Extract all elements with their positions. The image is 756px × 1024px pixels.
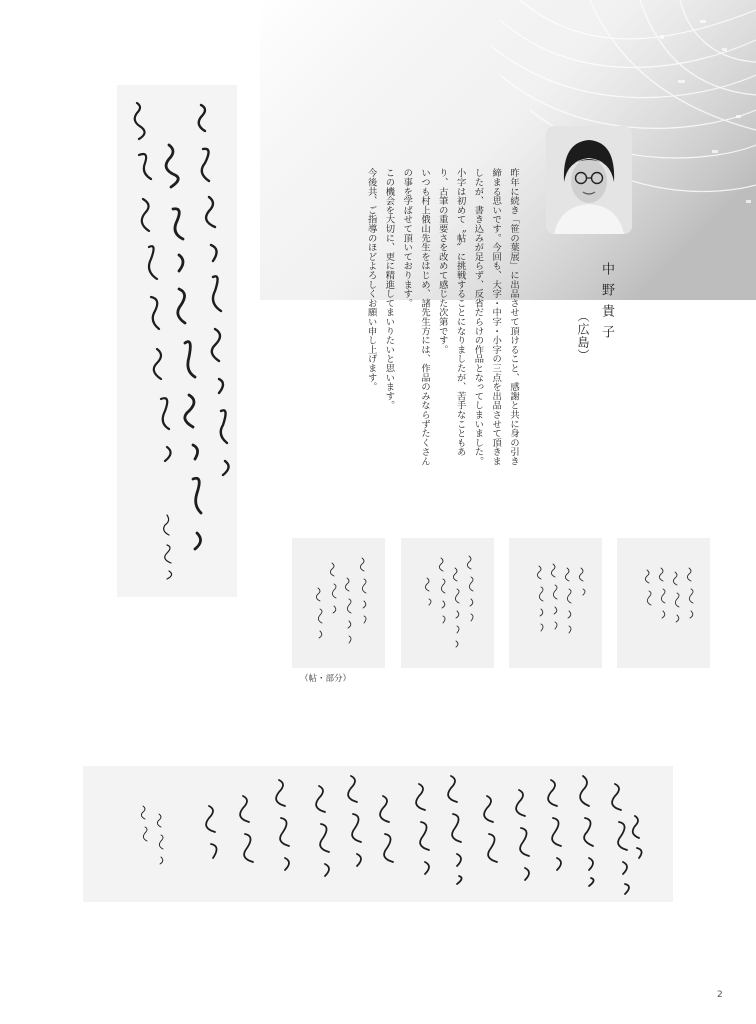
album-caption: （帖・部分） [300, 674, 352, 684]
album-sheets [292, 538, 712, 668]
album-sheet-3 [509, 538, 602, 668]
album-sheet-2 [401, 538, 494, 668]
calligraphy-vertical-scroll [117, 85, 237, 597]
author-byline [575, 262, 625, 362]
author-name: 中野貴子 [599, 262, 614, 346]
album-sheet-1 [292, 538, 385, 668]
essay-paragraph: 今後共、ご指導のほどよろしくお願い申し上げます。 [365, 168, 377, 392]
author-essay [300, 168, 522, 468]
essay-paragraph: この機会を大切に、更に精進してまいりたいと思います。 [383, 168, 395, 410]
essay-paragraph: いつも村上俄山先生をはじめ、諸先生方には、作品のみならずたくさんの事を学ばせて頂いております。 [401, 168, 431, 466]
calligraphy-horizontal-scroll [83, 766, 673, 902]
author-prefecture: （広島） [576, 310, 590, 362]
essay-paragraph: 昨年に続き「笹の葉展」に出品させて頂けること、感謝と共に身の引き締まる思いです。今回も、大字・中字・小字の三点を出品させて頂きましたが、書き込みが足らず、反省だらけの作品となってしまいました。小字は初めて〝帖〟に挑戦することになりましたが、苦手なこともあり、古筆の重要さを改めて感じた次第です。 [436, 168, 519, 466]
page-number: 2 [717, 990, 723, 1000]
album-sheet-4 [617, 538, 710, 668]
author-portrait [546, 126, 632, 234]
